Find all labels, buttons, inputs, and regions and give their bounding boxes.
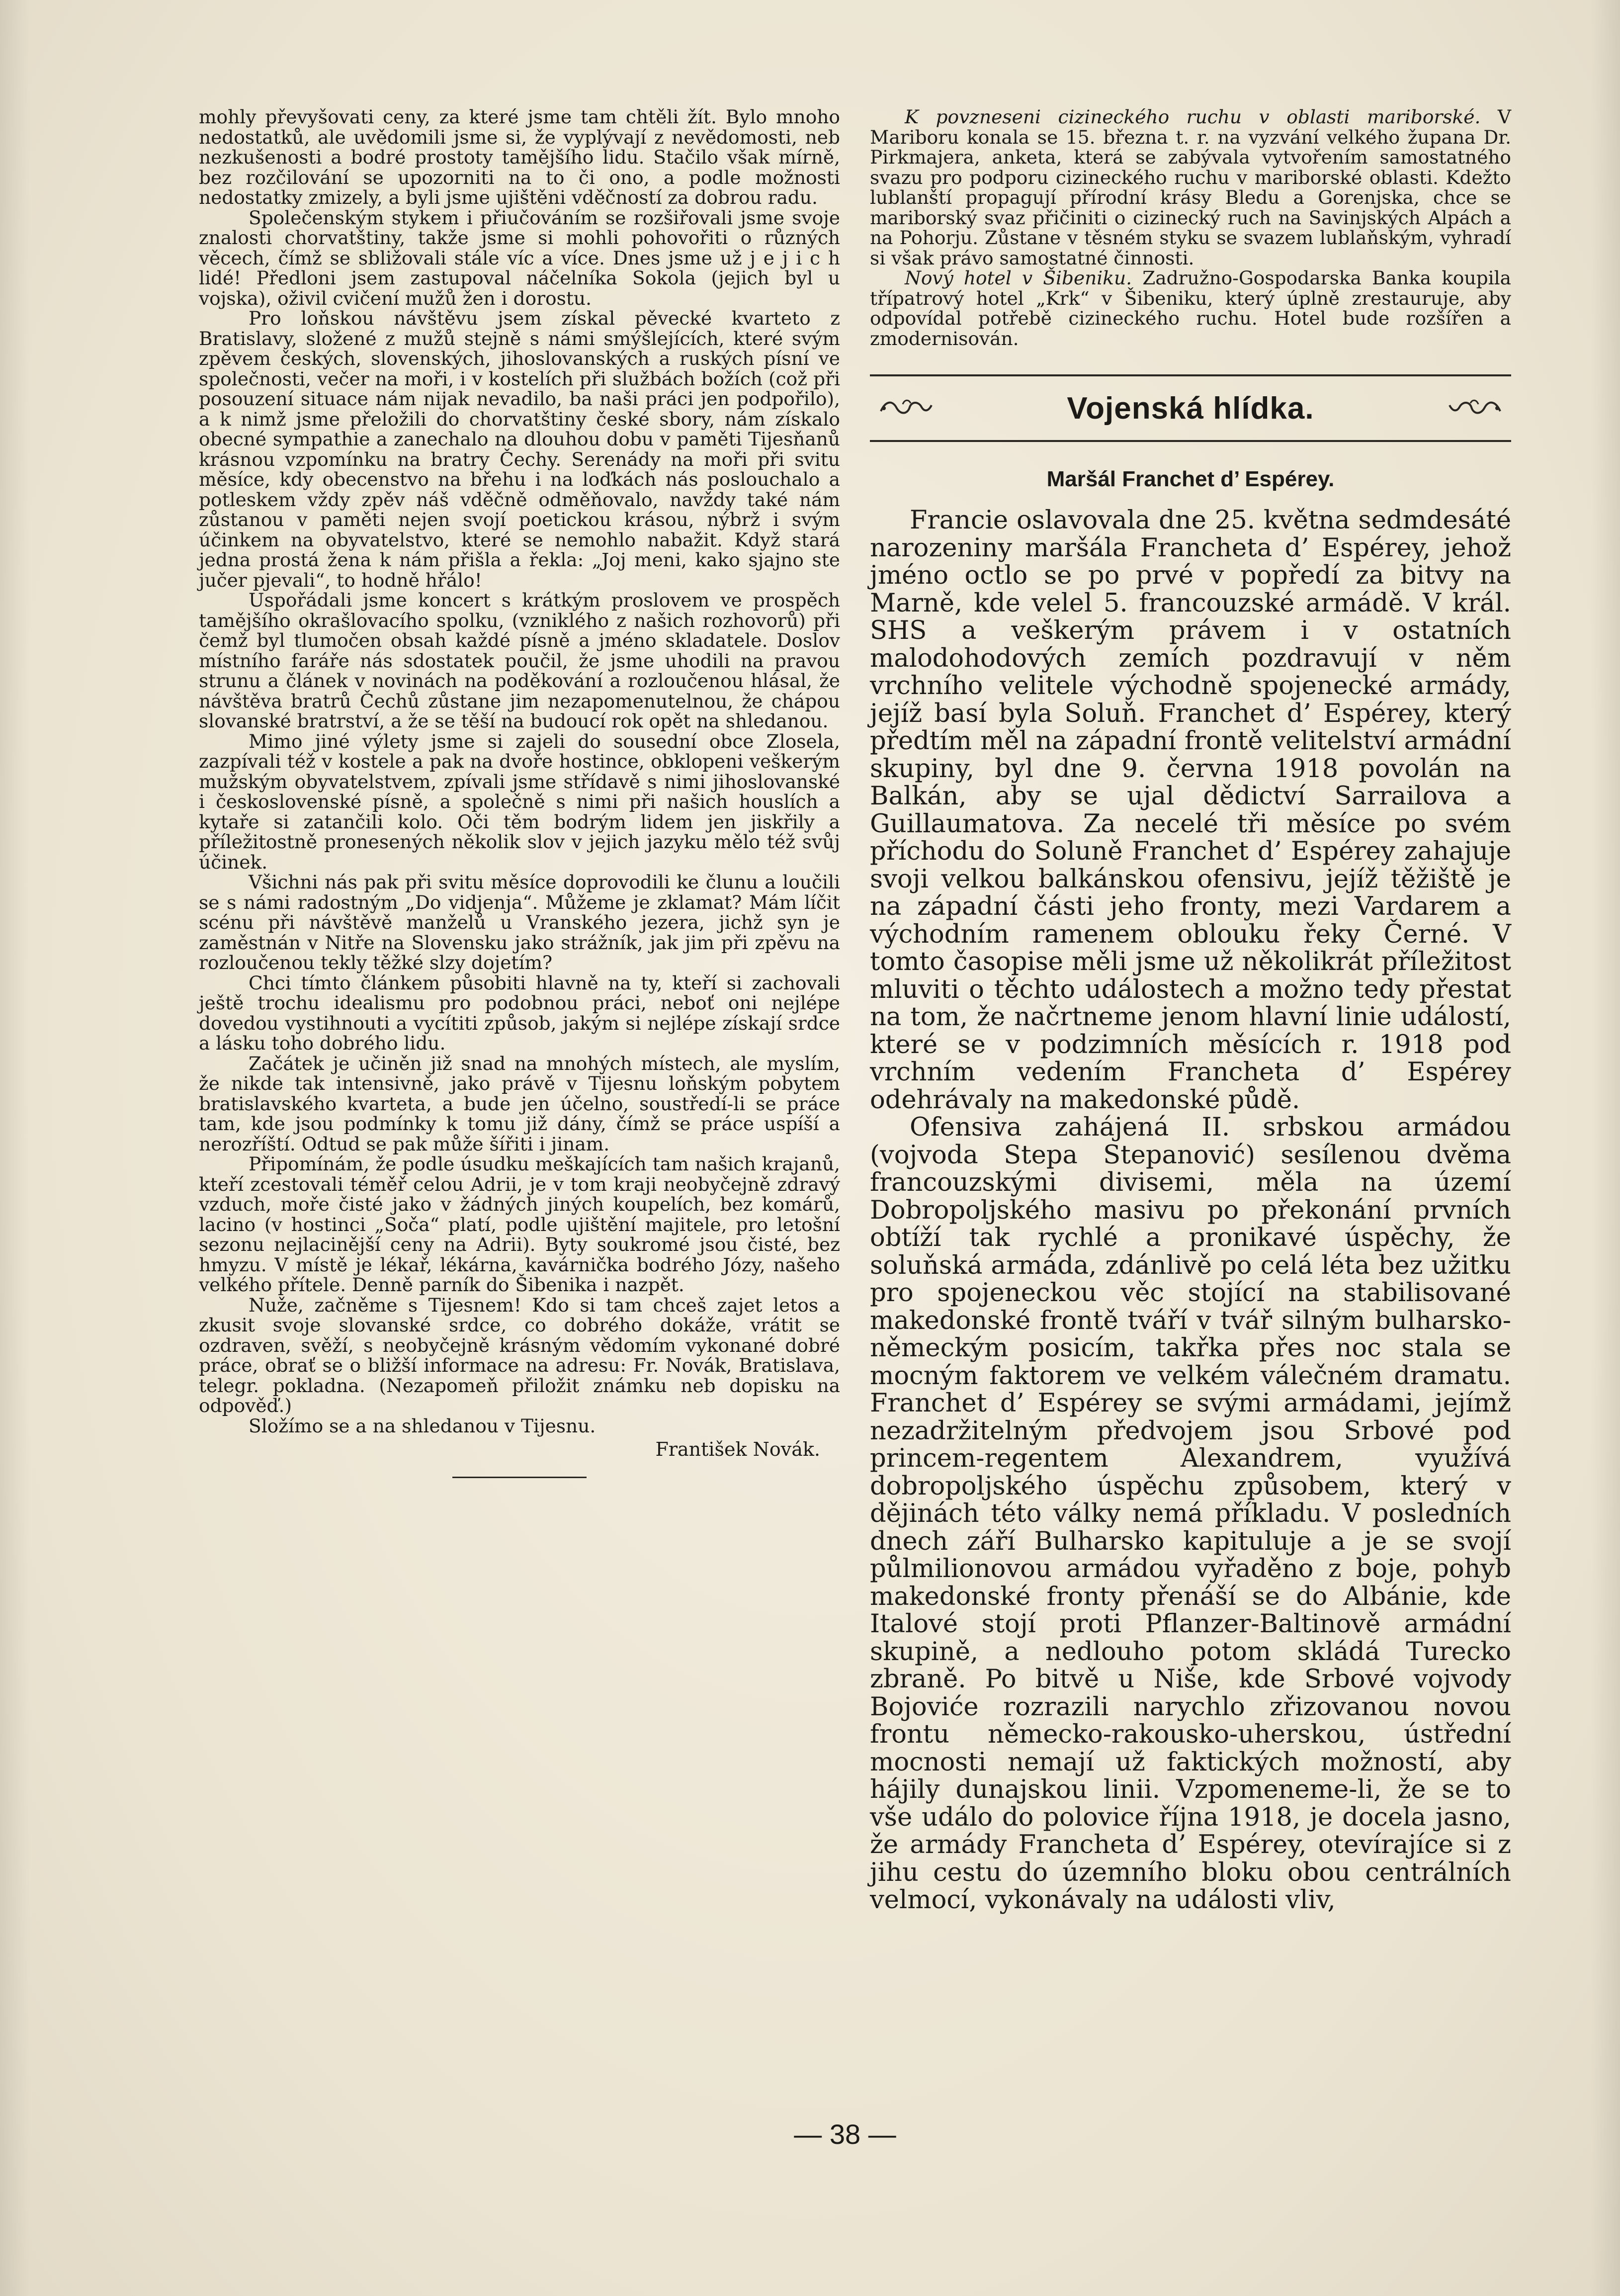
left-paragraph: Připomínám, že podle úsudku meškajících tam našich krajanů, kteří zcestovali téměř celou Adrii, je v tom kraji neobyčejně zdravý vzduch, moře čisté jako v žádných jiných koupelích, bez komárů, lacino (v hostinci „Soča“ platí, podle ujištění majitele, pro letošní sezonu nejlacinější ceny na Adrii). Byty soukromé jsou čisté, bez hmyzu. V místě je lékař, lékárna, kavárnička bodrého Józy, našeho velkého přítele. Denně parník do Šibenika i nazpět. bbox=[199, 1153, 840, 1296]
page-edge-shadow bbox=[1590, 0, 1620, 2296]
section-title: Vojenská hlídka. bbox=[1067, 391, 1314, 426]
left-paragraph: mohly převyšovati ceny, za které jsme tam chtěli žít. Bylo mnoho nedostatků, ale uvědomili jsme si, že vyplývají z nevědomosti, neb nezkušenosti a bodré prostoty tamějšího lidu. Stačilo však mírně, bez rozčilování se upozorniti na to či ono, a podle možnosti nedostatky zmizely, a byli jsme ujištěni vděčností za dobrou radu. bbox=[199, 106, 840, 208]
section-header bbox=[870, 376, 1511, 440]
page-number: — 38 — bbox=[794, 2119, 896, 2150]
news-text: V Mariboru konala se 15. března t. r. na vyzvání velkého župana Dr. Pirkmajera, anketa, která se zabývala vytvořením samostatného svazu pro podporu cizineckého ruchu v mariborské oblasti. Kdežto lublanští propagují přírodní krásy Bledu a Gorenjska, chce se mariborský svaz přičiniti o cizinecký ruch na Savinjských Alpách a na Pohorju. Zůstane v těsném styku se svazem lublaňským, vyhradí si však právo samostatné činnosti. bbox=[870, 106, 1511, 269]
left-paragraph: Nuže, začněme s Tijesnem! Kdo si tam chceš zajet letos a zkusit svoje slovanské srdce, co dobrého dokáže, vrátit se ozdraven, svěží, s neobyčejně krásným vědomím vykonané dobré práce, obrať se o bližší informace na adresu: Fr. Novák, Bratislava, telegr. pokladna. (Nezapomeň přiložit známku neb dopisku na odpověď.) bbox=[199, 1294, 840, 1416]
left-paragraph: Pro loňskou návštěvu jsem získal pěvecké kvarteto z Bratislavy, složené z mužů stejně s námi smýšlejících, které svým zpěvem českých, slovenských, jihoslovanských a ruských písní ve společnosti, večer na moři, i v kostelích při službách božích (což při posouzení situace nám nijak nevadilo, ba naši práci jen podpořilo), a k nimž jsme přeložili do chorvatštiny české sbory, nám získalo obecné sympathie a zanechalo na dlouhou dobu v paměti Tijesňanů krásnou vzpomínku na bratry Čechy. Serenády na moři při svitu měsíce, kdy obecenstvo na břehu i na loďkách nás poslouchalo a potleskem vždy zpěv náš vděčně odměňovalo, navždy také nám zůstanou v paměti nejen svojí poetickou krásou, nýbrž i svým účinkem na obyvatelstvo, které se nemohlo nabažit. Když stará jedna prostá žena k nám přišla a řekla: „Joj meni, kako sjajno ste jučer pjevali“, to hodně hřálo! bbox=[199, 307, 840, 591]
left-column bbox=[199, 107, 840, 1478]
ornament-left-icon bbox=[879, 397, 934, 422]
left-paragraph: Začátek je učiněn již snad na mnohých místech, ale myslím, že nikde tak intensivně, jako právě v Tijesnu loňským pobytem bratislavského kvarteta, a bude jen účelno, soustředí-li se práce tam, kde jsou podmínky k tomu již dány, čímž se práce uspíší a nerozříští. Odtud se pak může šířiti i jinam. bbox=[199, 1052, 840, 1155]
ornament-right-icon bbox=[1448, 397, 1502, 422]
article-title: Maršál Franchet d’ Espérey. bbox=[1046, 467, 1335, 491]
author-signature: František Novák. bbox=[655, 1438, 820, 1460]
article-paragraph: Francie oslavovala dne 25. května sedmdesáté narozeniny maršála Francheta d’ Espérey, jehož jméno octlo se po prvé v popředí za bitvy na Marně, kde velel 5. francouzské armádě. V král. SHS a veškerým právem i v ostatních malodohodových zemích pozdravují v něm vrchního velitele východně spojenecké armády, jejíž basí byla Soluň. Franchet d’ Espérey, který předtím měl na západní frontě velitelství armádní skupiny, byl dne 9. června 1918 povolán na Balkán, aby se ujal dědictví Sarrailova a Guillaumatova. Za necelé tři měsíce po svém příchodu do Soluně Franchet d’ Espérey zahajuje svoji velkou balkánskou ofensivu, jejíž těžiště je na západní části jeho fronty, mezi Vardarem a východním ramenem oblouku řeky Černé. V tomto časopise měli jsme už několikrát příležitost mluviti o těchto událostech a možno tedy přestat na tom, že načrtneme jenom hlavní linie událostí, které se v podzimních měsících r. 1918 pod vrchním vedením Francheta d’ Espérey odehrávaly na makedonské půdě. bbox=[870, 506, 1511, 1115]
left-paragraph: Uspořádali jsme koncert s krátkým proslovem ve prospěch tamějšího okrašlovacího spolku, (vzniklého z našich rozhovorů) při čemž byl tlumočen obsah každé písně a jméno skladatele. Doslov místního faráře nás sdostatek poučil, že jsme uhodili na pravou strunu a článek v novinách na poděkování a rozloučenou hlásal, že návštěva bratrů Čechů zůstane jim nezapomenutelnou, že chápou slovanské bratrství, a že se těší na budoucí rok opět na shledanou. bbox=[199, 589, 840, 732]
page-edge-shadow bbox=[0, 0, 30, 2296]
section-rule-bottom bbox=[870, 440, 1511, 442]
right-column bbox=[870, 107, 1511, 1914]
news-item bbox=[870, 268, 1511, 349]
left-paragraph: Chci tímto článkem působiti hlavně na ty, kteří si zachovali ještě trochu idealismu pro podobnou práci, neboť oni nejlépe dovedou vystihnouti a vycítiti způsob, jakým si nejlépe získají srdce a lásku toho dobrého lidu. bbox=[199, 971, 840, 1054]
end-of-article-rule bbox=[452, 1477, 587, 1478]
left-paragraph: Všichni nás pak při svitu měsíce doprovodili ke člunu a loučili se s námi radostným „Do vidjenja“. Můžeme je zklamat? Mám líčit scénu při návštěvě manželů u Vranského jezera, jichž syn je zaměstnán v Nitře na Slovensku jako strážník, jak jim při zpěvu na rozloučenou tekly těžké slzy dojetím? bbox=[199, 871, 840, 973]
left-paragraph: Společenským stykem i přiučováním se rozšiřovali jsme svoje znalosti chorvatštiny, takže jsme si mohli pohovořiti o různých věcech, čímž se sbližovali stále víc a více. Dnes jsme už j e j i c h lidé! Předloni jsem zastupoval náčelníka Sokola (jejich byl u vojska), oživil cvičení mužů žen i dorostu. bbox=[199, 206, 840, 309]
left-paragraph: Složímo se a na shledanou v Tijesnu. bbox=[249, 1414, 596, 1437]
left-paragraph: Mimo jiné výlety jsme si zajeli do sousední obce Zlosela, zazpívali též v kostele a pak na dvoře hostince, obklopeni veškerým mužským obyvatelstvem, zpívali jsme střídavě s nimi jihoslovanské i československé písně, a společně s nimi při našich houslích a kytaře si zatančili kolo. Oči těm bodrým lidem jen jiskřily a příležitostně pronesených několik slov v jejich jazyku mělo též svůj účinek. bbox=[199, 730, 840, 873]
news-heading: K povzneseni cizineckého ruchu v oblasti mariborské. bbox=[905, 106, 1481, 128]
news-text: Zadružno-Gospodarska Banka koupila třípatrový hotel „Krk“ v Šibeniku, který úplně zrestauruje, aby odpovídal potřebě cizineckého ruchu. Hotel bude rozšířen a zmodernisován. bbox=[870, 267, 1511, 350]
news-heading: Nový hotel v Šibeniku. bbox=[905, 267, 1132, 289]
news-item bbox=[870, 107, 1511, 268]
article-paragraph: Ofensiva zahájená II. srbskou armádou (vojvoda Stepa Stepanović) sesílenou dvěma francouzskými divisemi, měla na území Dobropoljského masivu po překonání prvních obtíží tak rychlé a pronikavé úspěchy, že soluňská armáda, zdánlivě po celá léta bez užitku pro spojeneckou věc stojící na stabilisované makedonské frontě tváří v tvář silným bulharsko-německým posicím, takřka přes noc stala se mocným faktorem ve velkém válečném dramatu. Franchet d’ Espérey se svými armádami, jejímž nezadržitelným předvojem jsou Srbové pod princem-regentem Alexandrem, využívá dobropoljského úspěchu způsobem, který v dějinách této války nemá příkladu. V posledních dnech září Bulharsko kapituluje a je se svojí půlmilionovou armádou vyřaděno z boje, pohyb makedonské fronty přenáší se do Albánie, kde Italové stojí proti Pflanzer-Baltinově armádní skupině, a nedlouho potom skládá Turecko zbraně. Po bitvě u Niše, kde Srbové vojvody Bojoviće rozrazili narychlo zřizovanou novou frontu německo-rakousko-uherskou, ústřední mocnosti nemají už faktických možností, aby hájily dunajskou linii. Vzpomeneme-li, že se to vše událo do polovice října 1918, je docela jasno, že armády Francheta d’ Espérey, otevírajíce si z jihu cestu do územního bloku obou centrálních velmocí, vykonávaly na události vliv, bbox=[870, 1113, 1511, 1915]
